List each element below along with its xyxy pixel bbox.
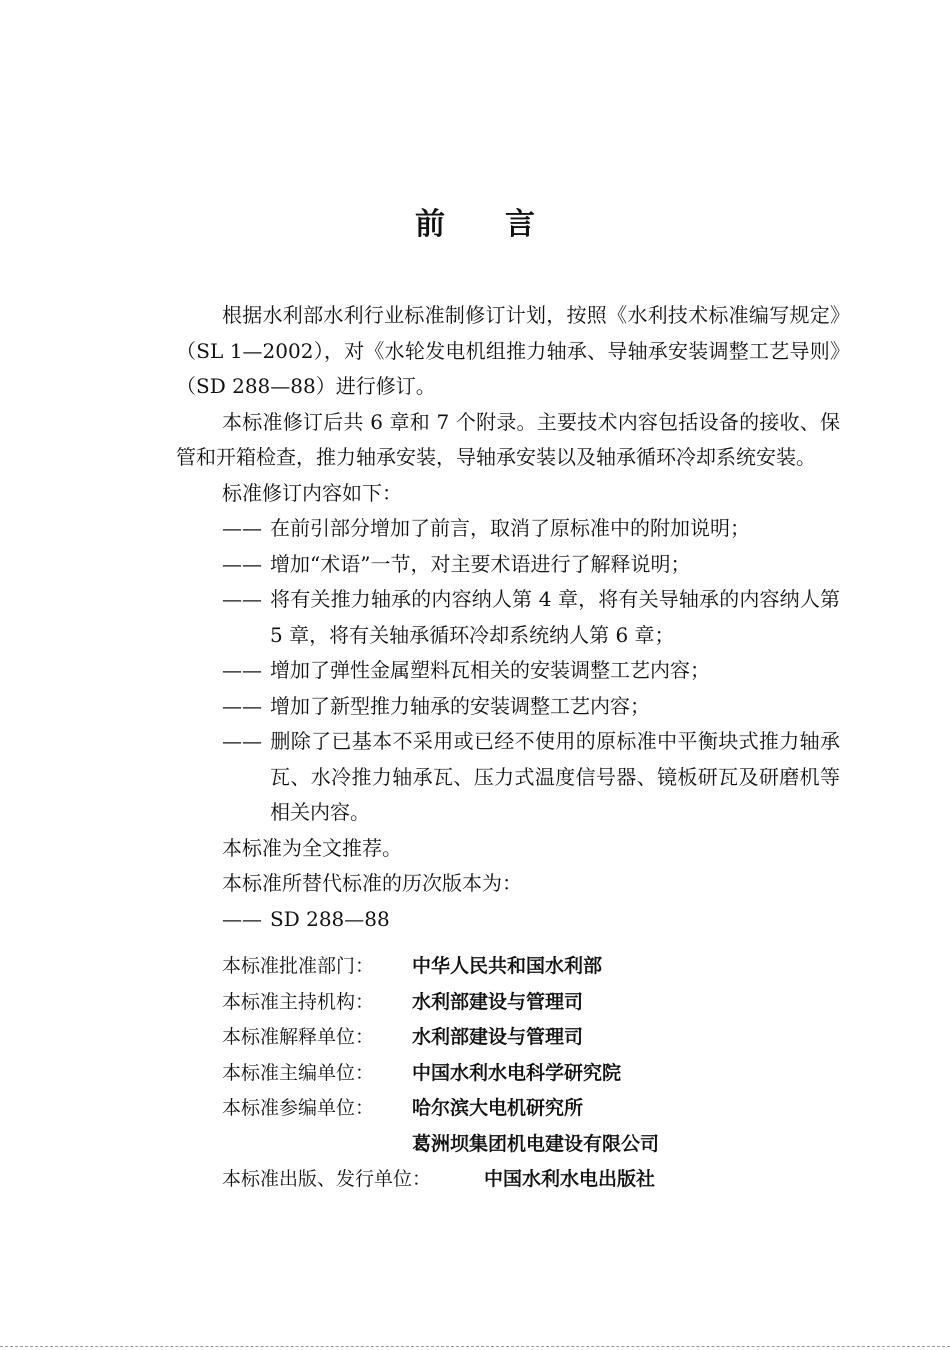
dash-mark: —— — [222, 693, 262, 718]
info-label: 本标准参编单位： — [222, 1097, 375, 1119]
info-label: 本标准批准部门： — [222, 955, 375, 977]
revision-item-text: 增加了新型推力轴承的安装调整工艺内容； — [270, 693, 650, 718]
revision-item — [176, 547, 840, 583]
info-value: 中国水利水电出版社 — [484, 1168, 656, 1190]
page-bottom-border — [0, 1346, 950, 1347]
preface-body — [176, 298, 840, 1198]
paragraph-content: 本标准修订后共 6 章和 7 个附录。主要技术内容包括设备的接收、保管和开箱检查，推力轴承安装，导轴承安装以及轴承循环冷却系统安装。 — [176, 409, 840, 469]
replaced-intro: 本标准所替代标准的历次版本为： — [222, 871, 522, 895]
info-value: 中华人民共和国水利部 — [412, 955, 603, 977]
info-label: 本标准解释单位： — [222, 1026, 375, 1048]
info-label: 本标准出版、发行单位： — [222, 1168, 432, 1190]
info-host — [176, 985, 840, 1021]
revision-item — [176, 511, 840, 547]
replaced-item-text: SD 288—88 — [270, 906, 390, 931]
revision-intro: 标准修订内容如下： — [222, 480, 402, 505]
dash-mark: —— — [222, 587, 262, 611]
info-chief-editor — [176, 1056, 840, 1092]
info-approval — [176, 949, 840, 985]
info-value: 水利部建设与管理司 — [412, 990, 584, 1013]
info-publisher — [176, 1162, 840, 1198]
dash-mark: —— — [222, 658, 262, 682]
dash-mark: —— — [222, 551, 262, 576]
revision-item — [176, 724, 840, 831]
revision-item-text: 删除了已基本不采用或已经不使用的原标准中平衡块式推力轴承瓦、水冷推力轴承瓦、压力式温度信号器、镜板研瓦及研磨机等相关内容。 — [270, 729, 840, 824]
info-value: 葛洲坝集团机电建设有限公司 — [412, 1132, 660, 1155]
info-label: 本标准主持机构： — [222, 990, 375, 1013]
dash-mark: —— — [222, 729, 262, 753]
revision-item — [176, 653, 840, 689]
info-value: 哈尔滨大电机研究所 — [412, 1097, 584, 1119]
info-value: 中国水利水电科学研究院 — [412, 1061, 622, 1084]
section-spacer — [176, 937, 840, 949]
page-title: 前言 — [415, 207, 595, 242]
info-value: 水利部建设与管理司 — [412, 1026, 584, 1048]
recommendation-text: 本标准为全文推荐。 — [222, 835, 402, 860]
revision-item — [176, 582, 840, 653]
info-co-editor-continued — [176, 1127, 840, 1163]
revision-item-text: 将有关推力轴承的内容纳人第 4 章，将有关导轴承的内容纳人第 5 章，将有关轴承循环冷却系统纳人第 6 章； — [270, 587, 840, 647]
revision-item-text: 增加了弹性金属塑料瓦相关的安装调整工艺内容； — [270, 658, 710, 682]
revision-item-text: 增加“术语”一节，对主要术语进行了解释说明； — [270, 551, 691, 576]
replaced-item — [176, 902, 840, 938]
dash-mark: —— — [222, 906, 262, 931]
info-interpret — [176, 1020, 840, 1056]
paragraph-basis: 根据水利部水利行业标准制修订计划，按照《水利技术标准编写规定》（SL 1—2002），对《水轮发电机组推力轴承、导轴承安装调整工艺导则》（SD 288—88）进行修订。 — [176, 303, 840, 398]
revision-item-text: 在前引部分增加了前言，取消了原标准中的附加说明； — [270, 516, 750, 540]
dash-mark: —— — [222, 516, 262, 540]
info-label: 本标准主编单位： — [222, 1061, 375, 1084]
info-co-editor — [176, 1091, 840, 1127]
revision-item — [176, 689, 840, 725]
